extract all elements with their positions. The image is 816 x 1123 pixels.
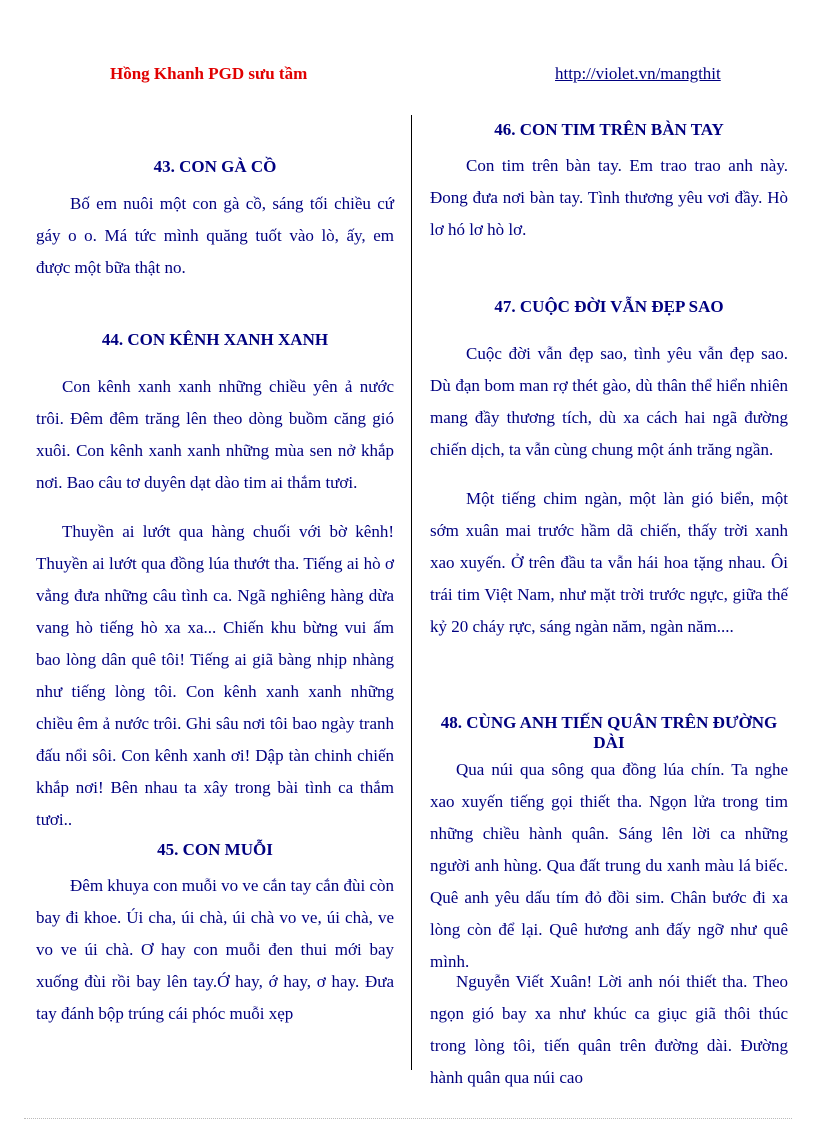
song-43-paragraph: Bố em nuôi một con gà cồ, sáng tối chiều cứ gáy o o. Má tức mình quăng tuốt vào lò, ấy, em được một bữa thật no. [36,194,394,277]
song-title-48: 48. CÙNG ANH TIẾN QUÂN TRÊN ĐƯỜNG DÀI [440,713,778,752]
song-title-45: 45. CON MUỖI [157,840,273,859]
song-46-paragraph: Con tim trên bàn tay. Em trao trao anh này. Đong đưa nơi bàn tay. Tình thương yêu vơi đầy. Hò lơ hó lơ hò lơ. [430,156,788,239]
song-title-43: 43. CON GÀ CỒ [153,157,277,176]
song-44-paragraph-2: Thuyền ai lướt qua hàng chuối với bờ kênh! Thuyền ai lướt qua đồng lúa thướt tha. Tiếng ai hò ơ vẳng đưa những câu tình ca. Ngã nghiêng hàng dừa vang hò tiếng hò xa xa... Chiến khu bừng vui ấm bao lòng dân quê tôi! Tiếng ai giã bàng nhịp nhàng như tiếng lòng tôi. Con kênh xanh xanh những chiều êm ả nước trôi. Ghi sâu nơi tôi bao ngày tranh đấu nổi sôi. Con kênh xanh ơi! Dập tàn chinh chiến khắp nơi! Bên nhau ta xây trong bài tình ca thắm tươi.. [36,522,394,829]
column-divider [411,115,412,1070]
song-44-paragraph-1: Con kênh xanh xanh những chiều yên ả nước trôi. Đêm đêm trăng lên theo dòng buồm căng gió xuôi. Con kênh xanh xanh những mùa sen nở khắp nơi. Bao câu tơ duyên dạt dào tim ai thắm tươi. [36,377,394,492]
song-title-46: 46. CON TIM TRÊN BÀN TAY [494,120,724,139]
song-title-47: 47. CUỘC ĐỜI VẪN ĐẸP SAO [494,297,724,316]
song-47-paragraph-1: Cuộc đời vẫn đẹp sao, tình yêu vẫn đẹp sao. Dù đạn bom man rợ thét gào, dù thân thể hiển nhiên mang đầy thương tích, dù xa cách hai ngã đường chiến dịch, ta vẫn cùng chung một ánh trăng ngần. [430,344,788,459]
song-48-paragraph-2: Nguyễn Viết Xuân! Lời anh nói thiết tha. Theo ngọn gió bay xa như khúc ca giục giã thôi thúc trong lòng tôi, tiến quân trên đường dài. Đường hành quân qua núi cao [430,972,788,1087]
song-48-paragraph-1: Qua núi qua sông qua đồng lúa chín. Ta nghe xao xuyến tiếng gọi thiết tha. Ngọn lửa trong tim những chiều hành quân. Sáng lên lời ca những người anh hùng. Qua đất trung du xanh màu lá biếc. Quê anh yêu dấu tím đỏ đồi sim. Chân bước đi xa lòng còn để lại. Quê hương anh đấy ngỡ như quê mình. [430,760,788,971]
song-47-paragraph-2: Một tiếng chim ngàn, một làn gió biển, một sớm xuân mai trước hầm dã chiến, thấy trời xanh xao xuyến. Ở trên đầu ta vẫn hái hoa tặng nhau. Ôi trái tim Việt Nam, như mặt trời trước ngực, giữa thế kỷ 20 cháy rực, sáng ngàn năm, ngàn năm.... [430,489,788,636]
page-bottom-border [24,1118,792,1119]
header-source: Hồng Khanh PGD sưu tầm [110,64,308,83]
header-link[interactable]: http://violet.vn/mangthit [555,64,721,83]
song-45-paragraph: Đêm khuya con muỗi vo ve cắn tay cắn đùi còn bay đi khoe. Úi cha, úi chà, úi chà vo ve, úi chà, ve vo ve úi chà. Ơ hay con muỗi đen thui mới bay xuống đùi rồi bay lên tay.Ớ hay, ớ hay, ơ hay. Đưa tay đánh bộp trúng cái phóc muỗi xẹp [36,876,394,1023]
song-title-44: 44. CON KÊNH XANH XANH [101,330,329,349]
